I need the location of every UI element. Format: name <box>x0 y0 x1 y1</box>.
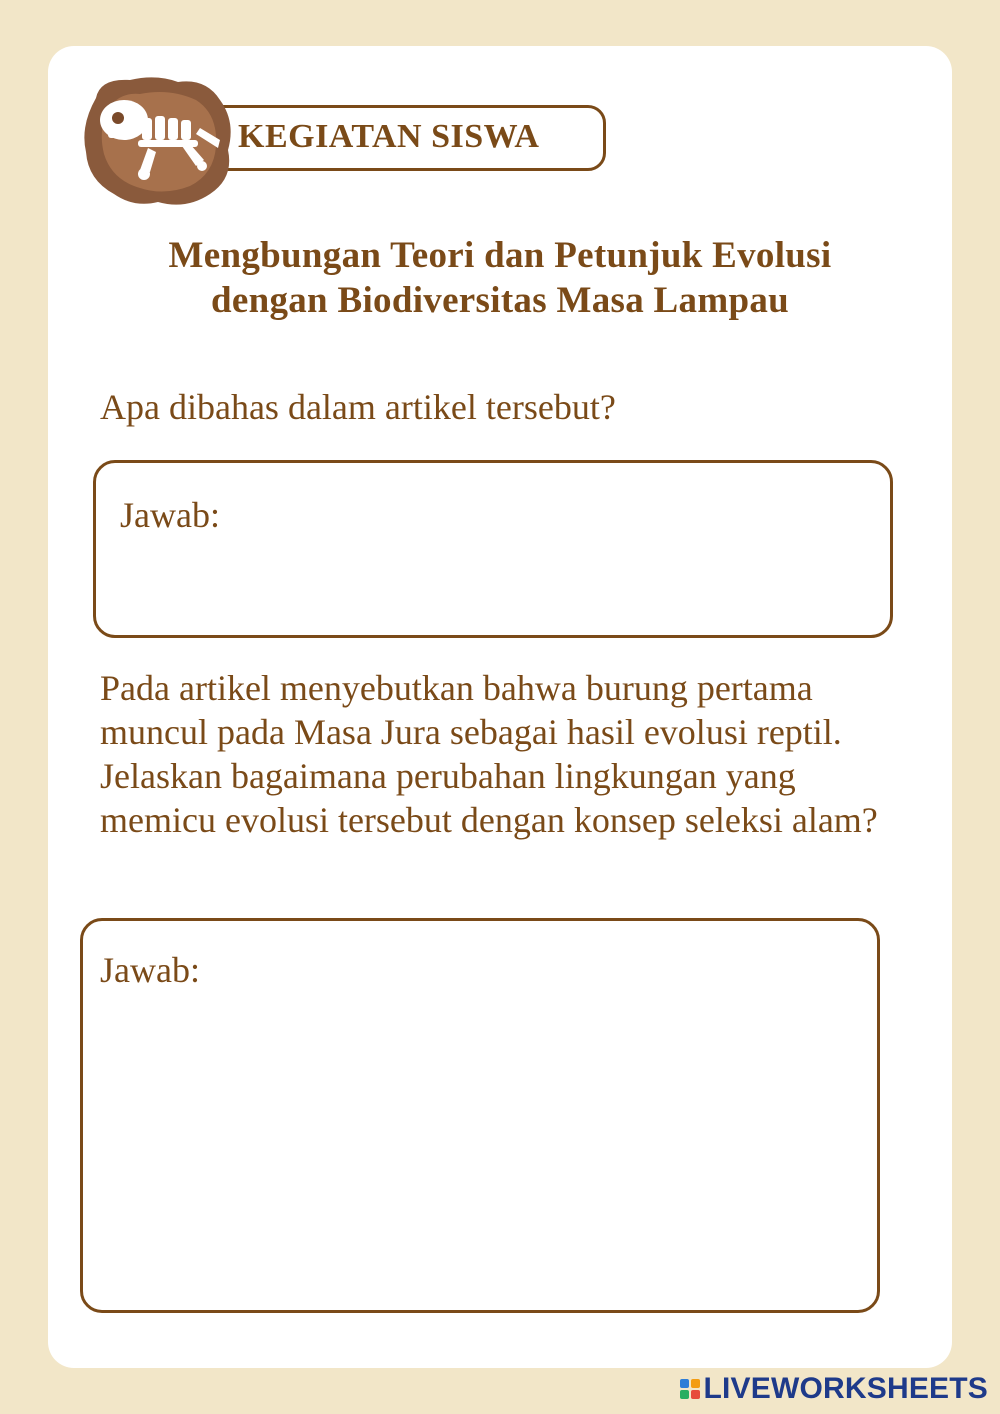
answer-box-1[interactable] <box>93 460 893 638</box>
question-2: Pada artikel menyebutkan bahwa burung pertama muncul pada Masa Jura sebagai hasil evolusi reptil. Jelaskan bagaimana perubahan lingkungan yang memicu evolusi tersebut dengan konsep seleksi alam? <box>100 668 878 840</box>
answer-box-2[interactable] <box>80 918 880 1313</box>
brand-name: LIVEWORKSHEETS <box>703 1372 988 1405</box>
section-badge-label: KEGIATAN SISWA <box>238 118 540 155</box>
title-line-2: dengan Biodiversitas Masa Lampau <box>210 280 790 321</box>
question-1: Apa dibahas dalam artikel tersebut? <box>100 387 616 427</box>
footer-brand[interactable] <box>680 1372 989 1406</box>
answer-label-2: Jawab: <box>100 950 200 990</box>
liveworksheets-logo-icon <box>680 1379 700 1399</box>
title-line-1: Mengbungan Teori dan Petunjuk Evolusi <box>168 235 832 276</box>
worksheet-title <box>60 233 940 323</box>
answer-label-1: Jawab: <box>120 495 220 535</box>
fossil-skeleton-icon <box>78 70 238 210</box>
